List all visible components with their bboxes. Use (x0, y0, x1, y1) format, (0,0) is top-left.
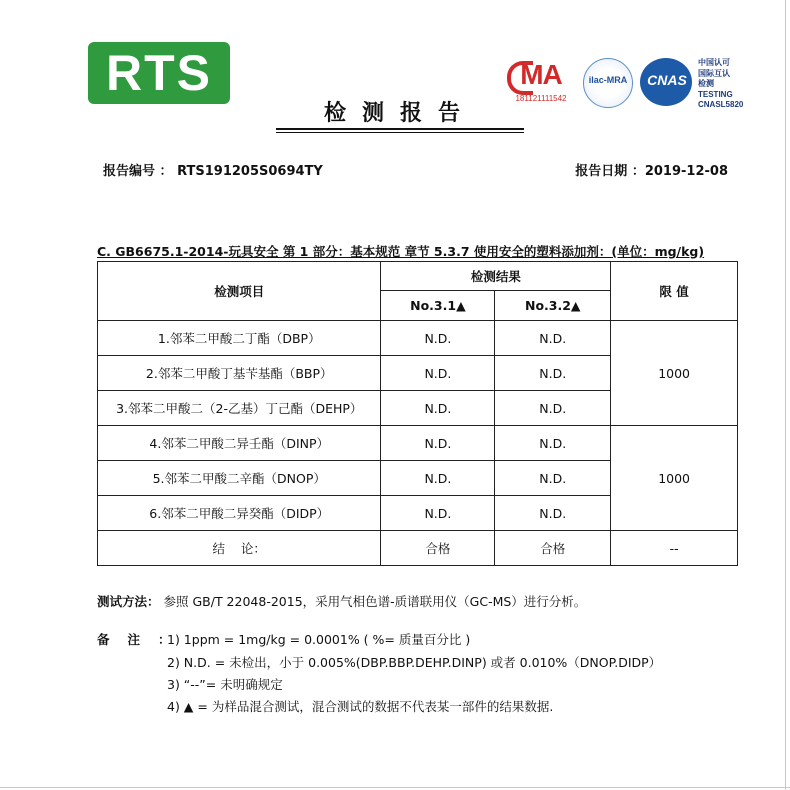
value-cell: N.D. (495, 426, 611, 461)
col-limit-header: 限 值 (611, 262, 738, 321)
report-number-value: RTS191205S0694TY (177, 164, 323, 179)
note-line: 4) ▲ = 为样品混合测试，混合测试的数据不代表某一部件的结果数据. (167, 699, 554, 714)
note-line: 3) “--”= 未明确规定 (167, 677, 283, 692)
value-cell: N.D. (381, 426, 495, 461)
table-row (98, 426, 738, 461)
report-date: 报告日期 ：2019-12-08 (575, 164, 728, 179)
item-cell: 5.邻苯二甲酸二辛酯（DNOP） (98, 461, 381, 496)
notes-label: 备注： (97, 632, 189, 647)
value-cell: N.D. (495, 356, 611, 391)
limit-cell: 1000 (611, 426, 738, 531)
cnas-line: 检测 (698, 79, 714, 88)
title-underline (276, 128, 524, 130)
cnas-line: TESTING (698, 89, 733, 99)
value-cell: N.D. (381, 496, 495, 531)
cnas-line: 国际互认 (698, 68, 730, 78)
conclusion-row (98, 531, 738, 566)
value-cell: N.D. (495, 461, 611, 496)
value-cell: N.D. (381, 321, 495, 356)
results-table (97, 261, 738, 566)
conclusion-value: 合格 (381, 531, 495, 566)
cma-mark-text: MA (505, 58, 577, 92)
report-date-label: 报告日期 (575, 164, 628, 179)
value-cell: N.D. (381, 391, 495, 426)
page-border-right (785, 0, 786, 790)
note-line: 2) N.D. = 未检出，小于 0.005%(DBP.BBP.DEHP.DINP) 或者 0.010%（DNOP.DIDP） (167, 655, 662, 670)
table-header-row (98, 262, 738, 291)
report-number: 报告编号 ： RTS191205S0694TY (103, 164, 323, 179)
title-underline-thin (276, 132, 524, 133)
col-item-header: 检测项目 (98, 262, 381, 321)
conclusion-value: 合格 (495, 531, 611, 566)
cnas-line: 中国认可 (698, 58, 730, 67)
rts-logo (88, 42, 230, 104)
limit-cell: 1000 (611, 321, 738, 426)
value-cell: N.D. (495, 496, 611, 531)
test-method-text: 参照 GB/T 22048-2015，采用气相色谱-质谱联用仪（GC-MS）进行分析。 (163, 594, 587, 609)
rts-logo-text: RTS (106, 45, 212, 101)
value-cell: N.D. (381, 356, 495, 391)
cnas-line: CNASL5820 (698, 100, 744, 109)
item-cell: 6.邻苯二甲酸二异癸酯（DIDP） (98, 496, 381, 531)
section-title: C. GB6675.1-2014-玩具安全 第 1 部分：基本规范 章节 5.3.7 使用安全的塑料添加剂：(单位：mg/kg) (97, 244, 705, 259)
item-cell: 2.邻苯二甲酸丁基苄基酯（BBP） (98, 356, 381, 391)
ilac-mark-text: ilac-MRA (588, 75, 628, 85)
cnas-mark (640, 58, 750, 112)
item-cell: 3.邻苯二甲酸二（2-乙基）丁己酯（DEHP） (98, 391, 381, 426)
value-cell: N.D. (495, 321, 611, 356)
cnas-emblem-text: CNAS (647, 72, 687, 88)
table-row (98, 321, 738, 356)
report-date-value: 2019-12-08 (644, 164, 728, 179)
test-method-label: 测试方法： (97, 594, 160, 609)
conclusion-label: 结 论： (98, 531, 381, 566)
col-result-header: 检测结果 (381, 262, 611, 291)
page-border-bottom (0, 787, 790, 788)
note-line: 1) 1ppm = 1mg/kg = 0.0001% ( %= 质量百分比 ) (167, 632, 471, 647)
sample2-header: No.3.2▲ (495, 291, 611, 321)
value-cell: N.D. (495, 391, 611, 426)
test-method (97, 592, 586, 610)
item-cell: 4.邻苯二甲酸二异壬酯（DINP） (98, 426, 381, 461)
conclusion-limit: -- (611, 531, 738, 566)
report-number-label: 报告编号 (103, 164, 156, 179)
report-title: 检测报告 (323, 101, 476, 126)
item-cell: 1.邻苯二甲酸二丁酯（DBP） (98, 321, 381, 356)
sample1-header: No.3.1▲ (381, 291, 495, 321)
ilac-mra-mark (583, 58, 633, 108)
value-cell: N.D. (381, 461, 495, 496)
cma-number: 181121111542 (515, 94, 567, 103)
cnas-info (698, 58, 743, 111)
